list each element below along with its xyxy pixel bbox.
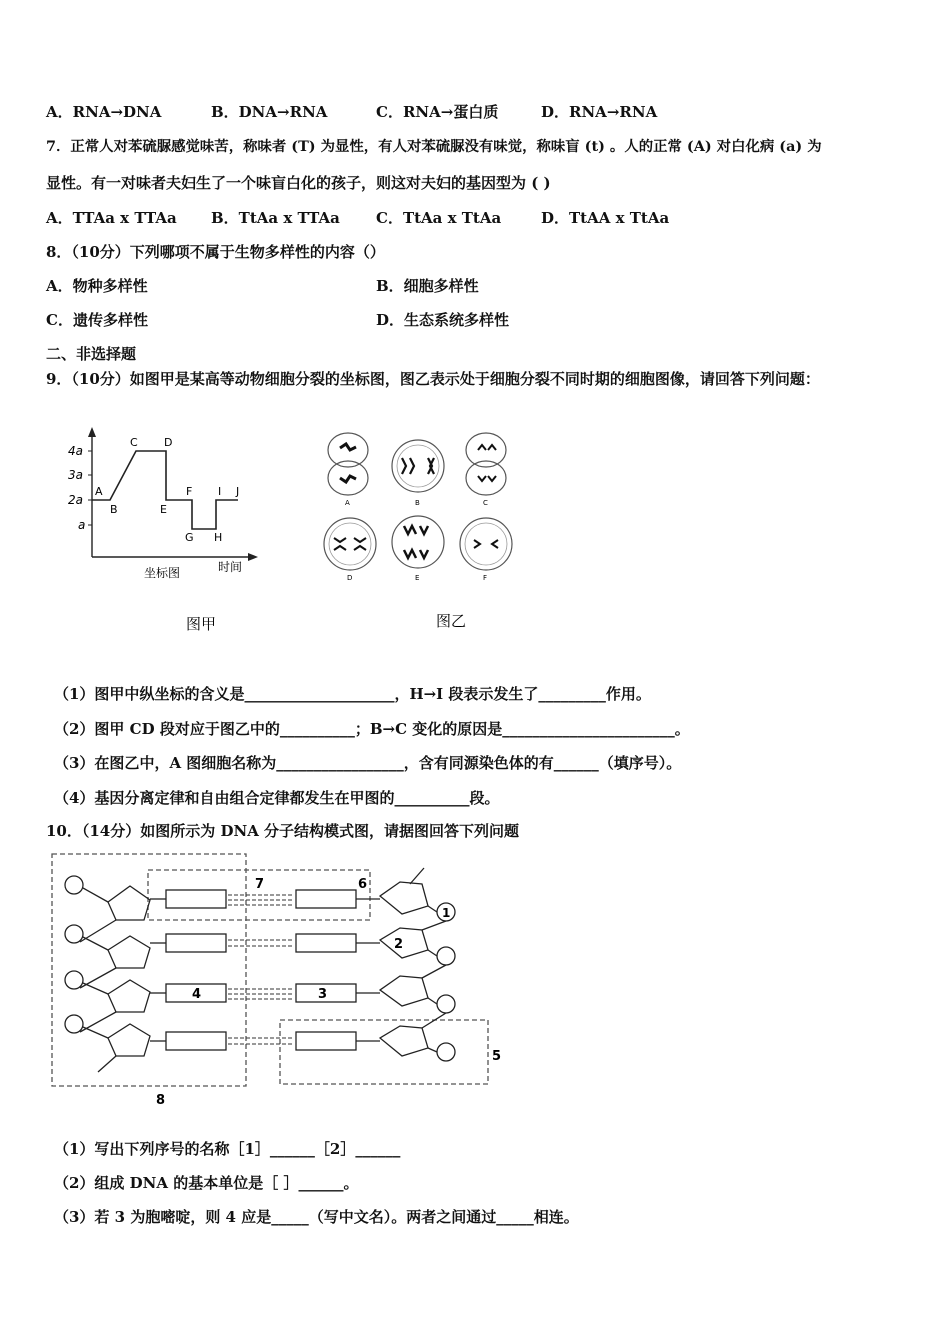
q7-option-a: A．TTAa x TTAa — [46, 209, 177, 227]
q6-option-b: B．DNA→RNA — [211, 103, 328, 121]
figure-jia-caption: 图甲 — [186, 615, 217, 633]
q8-option-b: B．细胞多样性 — [376, 277, 479, 295]
q10-stem: 10．（14分）如图所示为 DNA 分子结构模式图，请据图回答下列问题 — [46, 822, 520, 840]
dna-structure-figure — [50, 852, 510, 1110]
y-tick-a: a — [78, 518, 86, 532]
dna-label-5: 5 — [492, 1049, 502, 1064]
cell-e-label: E — [415, 574, 420, 582]
graph-inner-label: 坐标图 — [144, 566, 181, 580]
q6-option-d: D．RNA→RNA — [541, 103, 658, 121]
dna-label-3: 3 — [318, 987, 328, 1002]
cell-e-icon — [392, 516, 444, 568]
x-axis-label: 时间 — [218, 560, 243, 574]
q10-sub2: （2）组成 DNA 的基本单位是［ ］______。 — [54, 1174, 359, 1192]
cell-a-icon — [328, 433, 368, 495]
y-tick-4a: 4a — [68, 444, 83, 458]
cell-b-label: B — [415, 499, 420, 507]
q6-option-c: C．RNA→蛋白质 — [376, 103, 499, 121]
point-j: J — [236, 485, 240, 498]
q9-sub4: （4）基因分离定律和自由组合定律都发生在甲图的__________段。 — [54, 789, 500, 807]
point-i: I — [218, 485, 222, 498]
point-c: C — [130, 436, 138, 449]
cell-f-icon — [460, 518, 512, 570]
dna-label-4: 4 — [192, 987, 202, 1002]
q7-option-c: C．TtAa x TtAa — [376, 209, 502, 227]
cell-d-label: D — [347, 574, 353, 582]
cell-c-label: C — [483, 499, 488, 507]
q8-option-a: A．物种多样性 — [46, 277, 148, 295]
q10-sub1: （1）写出下列序号的名称［1］______［2］______ — [54, 1140, 401, 1158]
dna-label-2: 2 — [394, 937, 404, 952]
point-b: B — [110, 503, 118, 516]
cell-f-label: F — [483, 574, 488, 582]
y-tick-2a: 2a — [68, 493, 83, 507]
section-heading: 二、非选择题 — [46, 345, 137, 363]
q8-option-c: C．遗传多样性 — [46, 311, 148, 329]
q7-option-b: B．TtAa x TTAa — [211, 209, 340, 227]
q6-option-a: A．RNA→DNA — [46, 103, 162, 121]
q9-stem: 9．（10分）如图甲是某高等动物细胞分裂的坐标图，图乙表示处于细胞分裂不同时期的细胞图像，请回答下列问题： — [46, 370, 820, 388]
point-d: D — [164, 436, 173, 449]
q9-sub3: （3）在图乙中，A 图细胞名称为_________________，含有同源染色体的有______（填序号）。 — [54, 754, 682, 772]
dna-label-8: 8 — [156, 1093, 166, 1108]
cell-a-label: A — [345, 499, 350, 507]
point-a: A — [95, 485, 103, 498]
figure-yi-caption: 图乙 — [436, 612, 467, 630]
figure-yi-cells — [318, 428, 528, 638]
figure-jia-graph — [68, 425, 268, 640]
q9-sub1: （1）图甲中纵坐标的含义是____________________，H→I 段表示发生了_________作用。 — [54, 685, 651, 703]
q8-stem: 8．（10分）下列哪项不属于生物多样性的内容（） — [46, 243, 385, 261]
q9-sub2: （2）图甲 CD 段对应于图乙中的__________；B→C 变化的原因是_______________________。 — [54, 720, 690, 738]
q7-option-d: D．TtAA x TtAa — [541, 209, 670, 227]
dna-label-6: 6 — [358, 877, 368, 892]
cell-b-icon — [392, 440, 444, 492]
y-tick-3a: 3a — [68, 468, 83, 482]
q8-option-d: D．生态系统多样性 — [376, 311, 510, 329]
cell-d-icon — [324, 518, 376, 570]
cell-c-icon — [466, 433, 506, 495]
point-f: F — [186, 485, 193, 498]
q7-stem-line2: 显性。有一对味者夫妇生了一个味盲白化的孩子，则这对夫妇的基因型为 ( ) — [46, 174, 551, 192]
point-e: E — [160, 503, 167, 516]
q7-stem-line1: 7．正常人对苯硫脲感觉味苦，称味者 (T) 为显性，有人对苯硫脲没有味觉，称味盲 (t) 。人的正常 (A) 对白化病 (a) 为 — [46, 138, 822, 155]
dna-label-1: 1 — [442, 906, 451, 920]
point-g: G — [185, 531, 194, 544]
point-h: H — [214, 531, 223, 544]
dna-label-7: 7 — [255, 877, 265, 892]
q10-sub3: （3）若 3 为胞嘧啶，则 4 应是_____（写中文名）。两者之间通过_____相连。 — [54, 1208, 579, 1226]
